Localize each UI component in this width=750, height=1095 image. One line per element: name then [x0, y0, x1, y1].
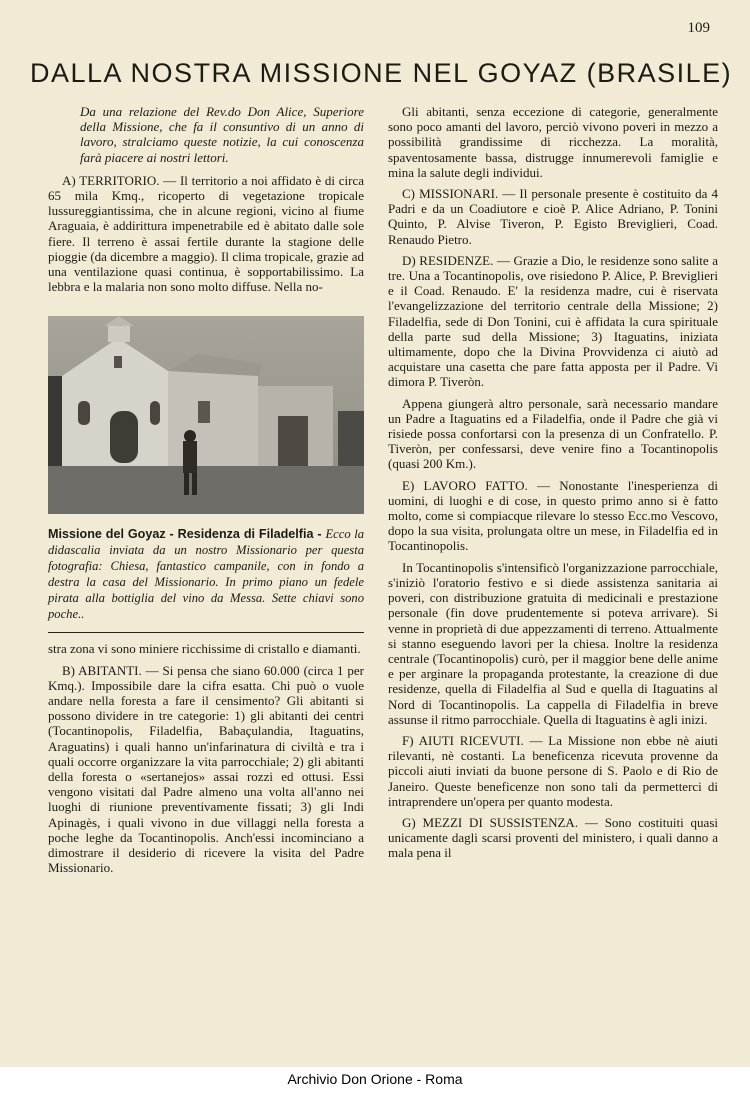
article-title: DALLA NOSTRA MISSIONE NEL GOYAZ (BRASILE): [30, 58, 733, 88]
section-lavoro: E) LAVORO FATTO. — Nonostante l'inesperienza di uomini, di luoghi e di cose, in questo primo anno si è fatto molto, come si compiacque rilevare lo stesso Ecc.mo Vescovo, dopo la sua visita, prolungata oltre un mese, in Filadelfia ed in Tocantinopolis.: [388, 477, 718, 554]
section-territorio: A) TERRITORIO. — Il territorio a noi affidato è di circa 65 mila Kmq., ricoperto di vegetazione tropicale lussureggiantissima, che in alcune regioni, vicino al fiume Araguaia, è addirittura impenetrabile ed è abitato dalle sole fiere. Il terreno è assai fertile durante la stagione delle pioggie (da dicembre a maggio). Il clima tropicale, grazie ad una ventilazione quasi continua, è sopportabilissimo. La lebbra e la malaria non sono molto diffuse. Nella no-: [48, 172, 364, 295]
divider: [48, 632, 364, 633]
photo-caption: [48, 526, 364, 622]
section-residenze: D) RESIDENZE. — Grazie a Dio, le residenze sono salite a tre. Una a Tocantinopolis, ove risiedono P. Alice, P. Breviglieri e il Coad. Renaudo. E' la residenza madre, cui è riservata l'evangelizzazione del territorio centrale della Missione; 2) Filadelfia, sede di Don Tonini, cui è affidata la cura spirituale della parte sud della Missione; 3) Itaguatins, iniziata ultimamente, dopo che la Divina Provvidenza ci aiutò ad acquistare una casetta che pare fatta apposta per il Padre. Vi dimora P. Tiveròn.: [388, 252, 718, 390]
section-missionari: C) MISSIONARI. — Il personale presente è costituito da 4 Padri e da un Coadiutore e cioè P. Alice Adriano, P. Tonini Quinto, P. Alvise Tiveron, P. Egisto Breviglieri, Coad. Renaudo Pietro.: [388, 186, 718, 247]
section-residenze-2: Appena giungerà altro personale, sarà necessario mandare un Padre a Itaguatins ed a Filadelfia, onde il Padre che già vi risiede possa confortarsi con la presenza di un Confratello. P. Tiveròn, per confessarsi, deve venire fino a Tocantinopolis (quasi 200 Km.).: [388, 395, 718, 472]
section-lavoro-2: In Tocantinopolis s'intensificò l'organizzazione parrocchiale, s'iniziò l'oratorio festivo e si diede assistenza sanitaria ai poveri, con distribuzione gratuita di medicinali e prestazione personale (fin dove prudentemente si poteva arrivare). Si venne in proprietà di due appezzamenti di terreno. Attualmente si stanno eseguendo lavori per la chiesa. Inoltre la residenza centrale (Tocantinopolis) curò, per il maggior bene delle anime e per arginare la propaganda protestante, la creazione di due residenze, quella di Filadelfia al Sud e quella di Itaguatins al Nord di Tocantinopolis. La cappella di Filadelfia in breve assunse il ritmo parrocchiale. Quella di Itaguatins è agli inizi.: [388, 559, 718, 727]
church-photo: [48, 316, 364, 514]
church-illustration: [48, 316, 364, 514]
archive-footer: Archivio Don Orione - Roma: [0, 1067, 750, 1095]
section-territorio-continued: stra zona vi sono miniere ricchissime di cristallo e diamanti.: [48, 641, 361, 657]
section-mezzi: G) MEZZI DI SUSSISTENZA. — Sono costituiti quasi unicamente dagli scarsi proventi del ministero, i quali danno a mala pena il: [388, 814, 718, 861]
page-number: 109: [687, 20, 710, 36]
intro-paragraph: Da una relazione del Rev.do Don Alice, Superiore della Missione, che fa il consuntivo di un anno di lavoro, stralciamo queste notizie, la cui conoscenza farà piacere ai nostri lettori.: [80, 104, 364, 165]
left-column: [48, 104, 364, 875]
section-abitanti: B) ABITANTI. — Si pensa che siano 60.000 (circa 1 per Kmq.). Impossibile dare la cifra esatta. Chi può o vuole andare nella foresta a fare il censimento? Gli abitanti si possono dividere in tre categorie: 1) gli abitanti dei centri (Tocantinopolis, Filadelfia, Babaçulandia, Itaguatins, Araguatins) i quali hanno un'infarinatura di civiltà e tra i quali occorre organizzare la vita parrocchiale; 2) gli abitanti della foresta o «sertanejos» assai rozzi ed ottusi. Essi vengono visitati dal Padre almeno una volta all'anno nei luoghi di riunione preventivamente fissati; 3) gli Indi Apinagès, i quali vivono in due villaggi nella foresta a poche leghe da Tocantinopolis. Anch'essi incominciano a dimostrare il desiderio di ricevere la visita del Padre Missionario.: [48, 662, 364, 876]
caption-heading: Missione del Goyaz - Residenza di Filadelfia -: [48, 527, 326, 542]
right-column: [388, 104, 718, 861]
section-abitanti-continued: Gli abitanti, senza eccezione di categorie, generalmente sono poco amanti del lavoro, perciò vivono poveri in mezzo a possibilità grandissime di ricchezza. La moralità, spaventosamente bassa, distrugge innumerevoli famiglie e mina la salute degli individui.: [388, 104, 718, 180]
caption-text: Ecco la didascalia inviata da un nostro Missionario per questa fotografia: Chiesa, fantastico campanile, con in fondo a destra la casa del Missionario. In primo piano un fedele pirata alla bottiglia del vino da Messa. Sette chiavi sono poche..: [48, 527, 364, 622]
section-aiuti: F) AIUTI RICEVUTI. — La Missione non ebbe nè aiuti rilevanti, nè costanti. La beneficenza ricevuta provenne da piccoli aiuti inviati da buone persone di S. Paolo e di Rio de Janeiro. Queste beneficenze non sono tali da permetterci di intraprendere un'opera per quanto modesta.: [388, 732, 718, 809]
